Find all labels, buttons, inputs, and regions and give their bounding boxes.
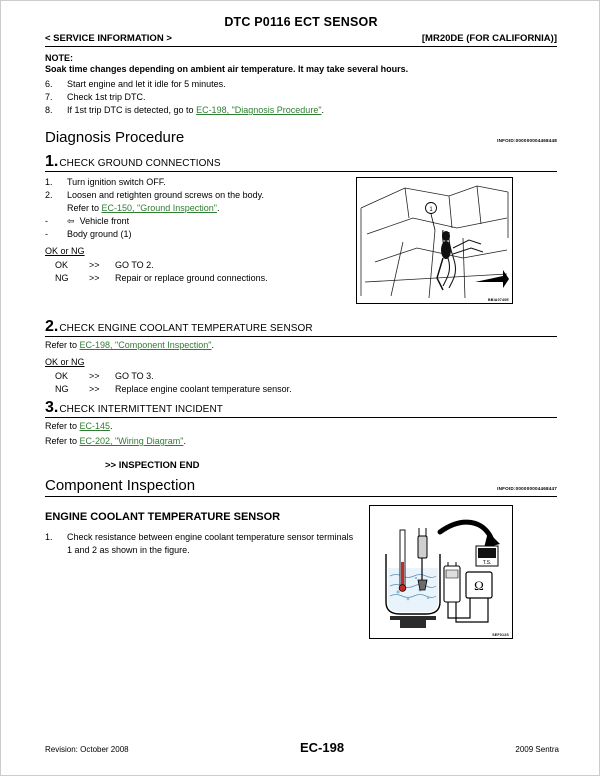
result-row [55,259,345,272]
list-item-number: 7. [45,92,53,102]
list-item [45,78,557,91]
arrow-icon: ⇦ [67,216,75,226]
list-item-number: 1. [45,532,53,542]
result-row [55,272,345,285]
bullet-dash: - [45,216,48,226]
figure-code: SEF012S [492,633,509,637]
result-label: OK [55,371,69,381]
step-heading-3 [45,400,557,416]
section-infoid: INFOID:000000004468448 [497,138,557,143]
list-item-text [67,215,345,228]
list-item-text: Body ground (1) [67,229,132,239]
link-component-inspection[interactable]: EC-198, "Component Inspection" [79,340,212,350]
section-infoid: INFOID:000000004468447 [497,486,557,491]
svg-text:T.S.: T.S. [482,560,492,566]
bullet-text: Vehicle front [79,216,130,226]
step1-items [45,176,345,241]
text-prefix: If 1st trip DTC is detected, go to [67,105,197,115]
refer-prefix: Refer to [45,340,80,350]
svg-text:1: 1 [429,207,433,213]
result-label: NG [55,273,69,283]
divider [45,336,557,337]
refer-prefix: Refer to [67,203,102,213]
result-arrow: >> [89,260,100,270]
page-title: DTC P0116 ECT SENSOR [224,15,378,29]
result-text: Replace engine coolant temperature sensor. [115,384,292,394]
result-label: NG [55,384,69,394]
header-bar [45,33,557,47]
list-item-number: 2. [45,190,53,200]
divider [45,417,557,418]
refer-suffix: . [211,340,214,350]
footer-model-year: 2009 Sentra [515,745,559,754]
list-item [45,531,360,557]
result-row [55,383,557,396]
list-item-sentence: Loosen and retighten ground screws on the body. [67,190,264,200]
list-item-text: Check resistance between engine coolant temperature sensor terminals 1 and 2 as shown in the figure. [67,532,354,555]
ect-sensor-resistance-test-illustration [369,505,513,639]
okng-label: OK or NG [45,246,85,256]
step2-refer-line [45,339,557,352]
list-item-number: 1. [45,177,53,187]
divider [45,496,557,497]
list-item [45,189,345,215]
result-arrow: >> [89,371,100,381]
component-items [45,531,360,557]
list-item [45,104,557,117]
step-title: CHECK GROUND CONNECTIONS [59,158,221,169]
refer-suffix: . [183,436,186,446]
section-heading-diagnosis-procedure [45,129,557,146]
step-title: CHECK ENGINE COOLANT TEMPERATURE SENSOR [59,323,313,334]
step3-refer-line-1 [45,420,557,433]
text-suffix: . [321,105,325,115]
figure-code: BBIA0740E [488,298,509,302]
step-number: 2. [45,318,59,335]
refer-prefix: Refer to [45,436,80,446]
refer-suffix: . [110,421,113,431]
refer-prefix: Refer to [45,421,80,431]
header-model-label: [MR20DE (FOR CALIFORNIA)] [421,33,557,44]
section-heading-component-inspection [45,477,557,494]
section-title: Diagnosis Procedure [45,129,185,146]
top-steps-list [45,78,557,117]
result-text: GO TO 3. [115,371,154,381]
section-title: Component Inspection [45,477,196,494]
bullet-dash: - [45,229,48,239]
list-item [45,91,557,104]
ground-connection-illustration [356,177,513,304]
link-wiring-diagram[interactable]: EC-202, "Wiring Diagram" [79,436,184,446]
page-footer [45,740,559,755]
result-arrow: >> [89,273,100,283]
header-section-label: < SERVICE INFORMATION > [45,33,172,44]
result-text: Repair or replace ground connections. [115,273,268,283]
link-diagnosis-procedure[interactable]: EC-198, "Diagnosis Procedure" [196,105,322,115]
step-number: 3. [45,399,59,416]
list-item-text [67,189,345,215]
list-item-number: 8. [45,105,53,115]
subsection-title: ENGINE COOLANT TEMPERATURE SENSOR [45,511,281,523]
result-row [55,370,557,383]
link-ec-145[interactable]: EC-145 [79,421,111,431]
figure-2-graphic [370,506,512,638]
note-label: NOTE: [45,53,73,63]
svg-text:Ω: Ω [474,578,484,593]
inspection-end-label: >> INSPECTION END [105,460,200,471]
step-number: 1. [45,153,59,170]
step-title: CHECK INTERMITTENT INCIDENT [59,404,223,415]
step3-refer-line-2 [45,435,557,448]
list-item-text: Turn ignition switch OFF. [67,177,166,187]
footer-page-number: EC-198 [299,740,345,755]
result-arrow: >> [89,384,100,394]
link-ground-inspection[interactable]: EC-150, "Ground Inspection" [101,203,217,213]
step-heading-2 [45,319,557,335]
okng-label: OK or NG [45,357,85,367]
step-heading-1 [45,154,557,170]
result-label: OK [55,260,69,270]
divider [45,171,557,172]
list-item-text: Start engine and let it idle for 5 minutes. [67,79,226,89]
result-text: GO TO 2. [115,260,154,270]
list-item-text: Check 1st trip DTC. [67,92,146,102]
footer-revision: Revision: October 2008 [45,745,129,754]
figure-1-graphic [357,178,512,303]
refer-suffix: . [216,203,220,213]
note-text: Soak time changes depending on ambient air temperature. It may take several hours. [45,64,409,74]
list-item [45,228,345,241]
list-item [45,176,345,189]
list-item-number: 6. [45,79,53,89]
list-item-text [67,104,557,117]
list-item [45,215,345,228]
